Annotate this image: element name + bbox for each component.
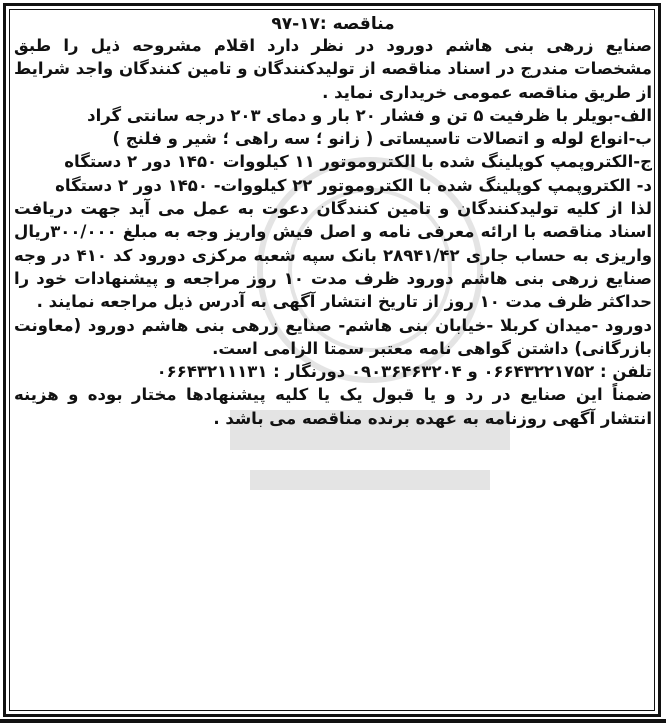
item-d: د- الکتروپمپ کوپلینگ شده با الکتروموتور ۲۲ کیلووات- ۱۴۵۰ دور ۲ دستگاه [55,175,652,195]
tender-title: مناقصه :۱۷-۹۷ [271,14,395,34]
bottom-rule [0,719,666,723]
item-a: الف-بویلر با ظرفیت ۵ تن و فشار ۲۰ بار و دمای ۲۰۳ درجه سانتی گراد [87,105,652,125]
notice-body [14,34,652,430]
closing-paragraph: ضمناً این صنایع در رد و یا قبول یک یا کلیه پیشنهادها مختار بوده و هزینه انتشار آگهی روزنامه به عهده برنده مناقصه می باشد . [14,385,652,428]
address-paragraph: دورود -میدان کربلا -خیابان بنی هاشم- صنایع زرهی بنی هاشم دورود (معاونت بازرگانی) داشتن گواهی نامه معتبر سمتا الزامی است. [14,315,652,358]
phone-line: تلفن : ۰۶۶۴۳۲۲۱۷۵۲ و ۰۹۰۳۶۴۶۳۲۰۴ دورنگار : ۰۶۶۴۳۲۱۱۱۳۱ [156,362,652,382]
invitation-paragraph: لذا از کلیه تولیدکنندگان و تامین کنندگان دعوت به عمل می آید جهت دریافت اسناد مناقصه با ارائه معرفی نامه و اصل فیش واریز وجه به مبلغ ۳۰۰/۰۰۰ریال واریزی به حساب جاری ۲۸۹۴۱/۴۲ بانک سپه شعبه مرکزی دورود کد ۴۱۰ در وجه صنایع زرهی بنی هاشم دورود ظرف مدت ۱۰ روز مراجعه و پیشنهادات خود را حداکثر ظرف مدت ۱۰ روز از تاریخ انتشار آگهی به آدرس ذیل مراجعه نمایند . [14,199,653,312]
item-b: ب-انواع لوله و اتصالات تاسیساتی ( زانو ؛ سه راهی ؛ شیر و فلنج ) [112,129,652,149]
item-c: ج-الکتروپمپ کوپلینگ شده با الکتروموتور ۱۱ کیلووات ۱۴۵۰ دور ۲ دستگاه [64,152,652,172]
intro-paragraph: صنایع زرهی بنی هاشم دورود در نظر دارد اقلام مشروحه ذیل را طبق مشخصات مندرج در اسناد مناقصه از تولیدکنندگان و تامین کنندگان واجد شرایط از طریق مناقصه عمومی خریداری نماید . [14,36,652,102]
